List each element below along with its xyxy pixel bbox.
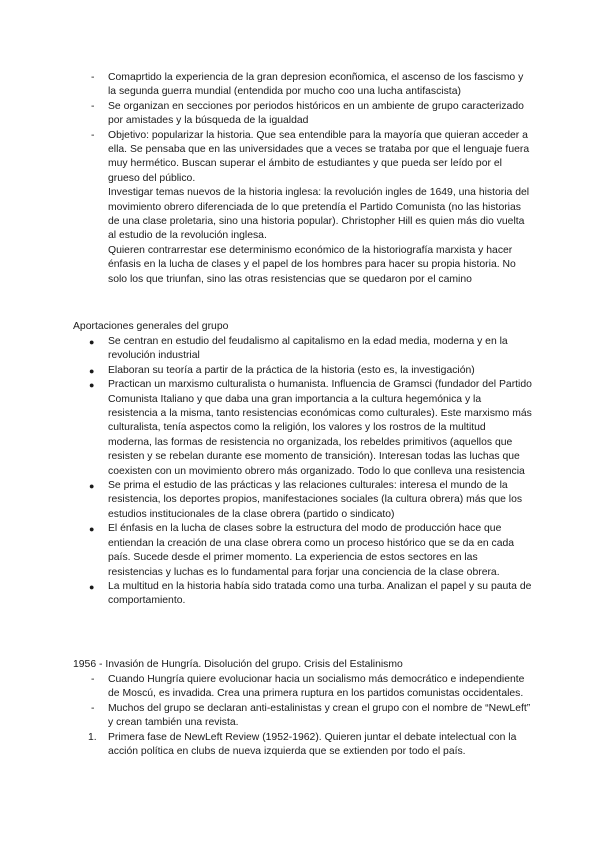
dash-list-2 (0, 673, 600, 759)
section-heading-aportaciones: Aportaciones generales del grupo (73, 321, 229, 332)
number-marker: 1. (88, 731, 97, 743)
bullet-marker: ● (89, 481, 95, 492)
list-item (0, 129, 600, 287)
bullet-marker: ● (89, 581, 95, 592)
paragraph: Objetivo: popularizar la historia. Que sea entendible para la mayoría que quieran acceder a ella. Se pensaba que en las universidades que a veces se trataba por que el lenguaje fuera muy hermético. Buscan superar el ámbito de estudiantes y que pueda ser leído por el grueso del público. (108, 129, 530, 184)
paragraph: Quieren contrarrestar ese determinismo económico de la historiografía marxista y hacer énfasis en la lucha de clases y el papel de los hombres para hacer su propia historia. No solo los que triunfan, sino las otras resistencias que se quedaron por el camino (108, 244, 516, 285)
dash-marker: - (91, 129, 95, 141)
paragraph: Cuando Hungría quiere evolucionar hacia un socialismo más democrático e independiente de Moscú, es invadida. Crea una primera ruptura en los partidos comunistas occidentales. (108, 674, 525, 700)
paragraph: Investigar temas nuevos de la historia inglesa: la revolución ingles de 1649, una historia del movimiento obrero diferenciada de lo que pretendía el Partido Comunista (no las historias de una clase proletaria, sino una historia popular). Christopher Hill es quien más dio vuelta al estudio de la revolución inglesa. (108, 187, 530, 242)
list-item (0, 731, 600, 760)
paragraph: El énfasis en la lucha de clases sobre la estructura del modo de producción hace que entiendan la creación de una clase obrera como un proceso histórico que se da en cada país. Sucede desde el primer momento. La experiencia de estos sectores en las resistencias y luchas es lo fundamental para forjar una conciencia de la clase obrera. (108, 523, 515, 578)
paragraph: Se prima el estudio de las prácticas y las relaciones culturales: interesa el mundo de la resistencia, los deportes propios, manifestaciones sociales (la cultura obrera) más que los estudios institucionales de la clase obrera (partido o sindicato) (108, 480, 523, 520)
list-item (0, 702, 600, 731)
dash-marker: - (91, 72, 95, 83)
paragraph: Comaprtido la experiencia de la gran depresion econñomica, el ascenso de los fascismo y la segunda guerra mundial (entendida por mucho coo una lucha antifascista) (108, 72, 524, 98)
paragraph: La multitud en la historia había sido tratada como una turba. Analizan el papel y su pauta de comportamiento. (108, 580, 532, 607)
paragraph: Muchos del grupo se declaran anti-estalinistas y crean el grupo con el nombre de “NewLeft” y crean también una revista. (108, 702, 531, 729)
dash-list-1 (0, 71, 600, 287)
bullet-marker: ● (89, 337, 95, 347)
list-item (0, 479, 600, 522)
section-heading-1956: 1956 - Invasión de Hungría. Disolución del grupo. Crisis del Estalinismo (73, 659, 403, 670)
paragraph: Practican un marxismo culturalista o humanista. Influencia de Gramsci (fundador del Partido Comunista Italiano y que daba una gran importancia a la cultura hegemónica y la resistencia a la misma, tanto resistencias económicas como culturales). Este marxismo más culturalista, tenía aspectos como la religión, los valores y los rostros de la multitud moderna, las formas de resistencia no organizada, los rebeldes primitivos (aquellos que resisten y se rebelan durante ese momento de transición). Interesan todas las luchas que coexisten con un movimiento obrero más organizado. Todo lo que conlleva una resistencia (108, 379, 532, 477)
list-item (0, 71, 600, 100)
paragraph: Se organizan en secciones por periodos históricos en un ambiente de grupo caracterizado por amistades y la búsqueda de la igualdad (108, 100, 524, 127)
paragraph: Elaboran su teoría a partir de la práctica de la historia (esto es, la investigación) (108, 364, 475, 376)
list-item (0, 580, 600, 609)
paragraph: Primera fase de NewLeft Review (1952-1962). Quieren juntar el debate intelectual con la acción política en clubs de nueva izquierda que se extienden por todo el país. (108, 731, 517, 758)
list-item (0, 522, 600, 580)
list-item (0, 673, 600, 702)
dash-marker: - (91, 100, 95, 112)
list-item (0, 335, 600, 364)
list-item (0, 100, 600, 129)
dash-marker: - (91, 674, 95, 685)
list-item (0, 364, 600, 378)
dash-marker: - (91, 702, 95, 714)
bullet-marker: ● (89, 380, 95, 391)
bullet-marker: ● (89, 365, 95, 376)
list-item (0, 378, 600, 479)
bullet-marker: ● (89, 524, 95, 535)
paragraph: Se centran en estudio del feudalismo al capitalismo en la edad media, moderna y en la revolución industrial (108, 336, 508, 362)
bullet-list (0, 335, 600, 609)
